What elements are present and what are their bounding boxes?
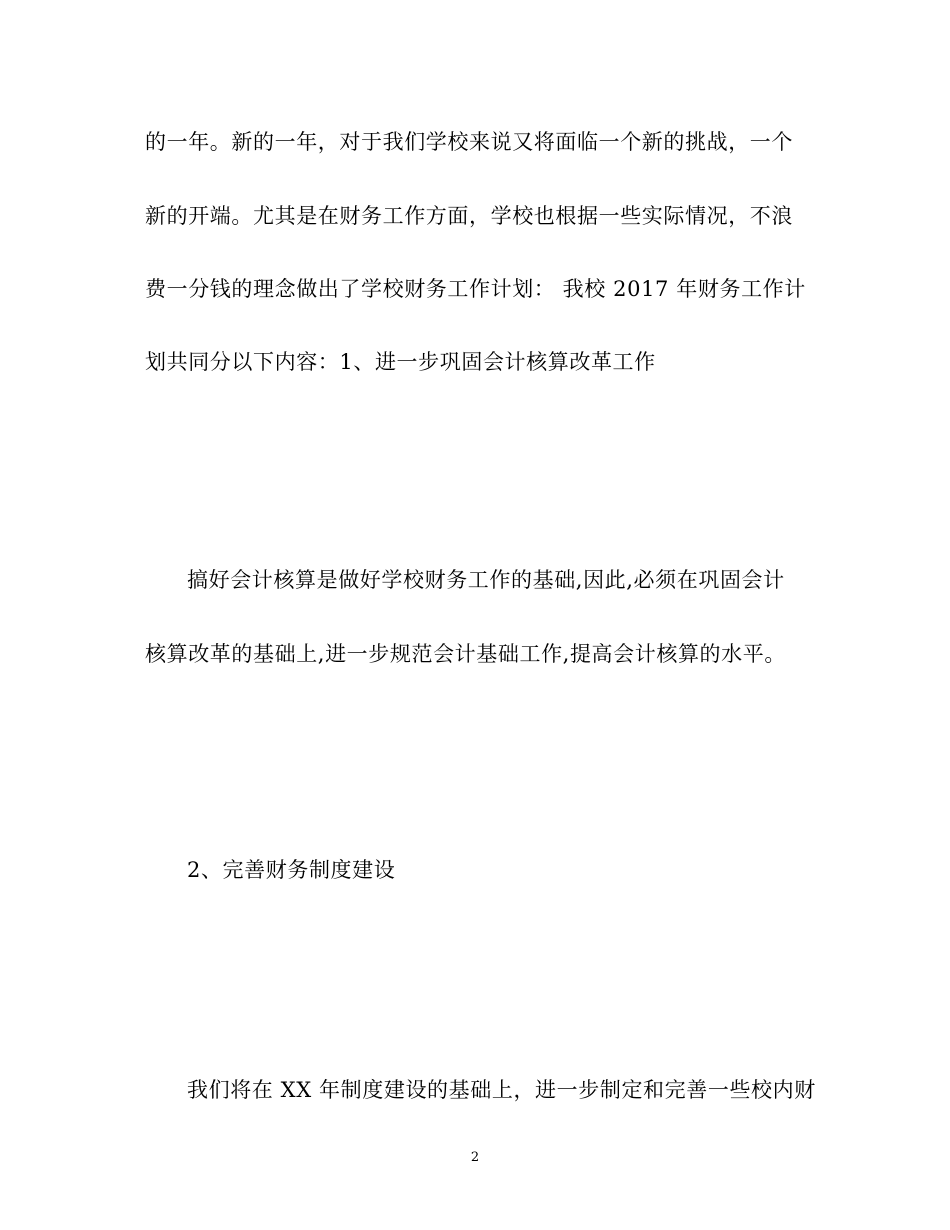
- body-text-line: 的一年。新的一年，对于我们学校来说又将面临一个新的挑战，一个: [145, 130, 793, 154]
- paragraph-start-line: 搞好会计核算是做好学校财务工作的基础,因此,必须在巩固会计: [187, 568, 785, 592]
- section-heading: 2、完善财务制度建设: [187, 858, 396, 882]
- body-text-line: 费一分钱的理念做出了学校财务工作计划： 我校 2017 年财务工作计: [145, 277, 806, 301]
- body-text-line: 划共同分以下内容：1、进一步巩固会计核算改革工作: [145, 350, 656, 374]
- paragraph-start-line: 我们将在 XX 年制度建设的基础上，进一步制定和完善一些校内财: [187, 1078, 816, 1102]
- page-number: 2: [470, 1150, 480, 1165]
- body-text-line: 核算改革的基础上,进一步规范会计基础工作,提高会计核算的水平。: [145, 642, 786, 666]
- body-text-line: 新的开端。尤其是在财务工作方面，学校也根据一些实际情况，不浪: [145, 204, 793, 228]
